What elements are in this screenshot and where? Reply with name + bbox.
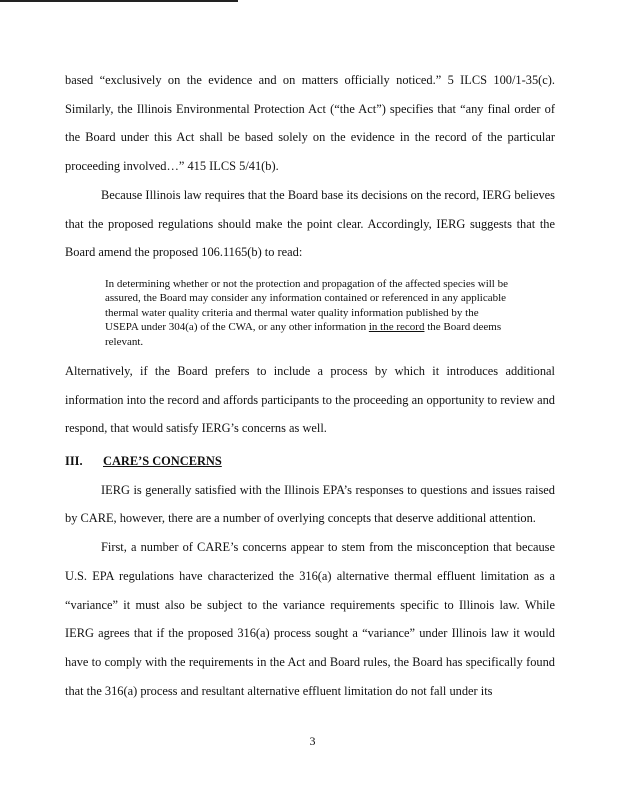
block-quote-proposed-text: [105, 277, 510, 349]
section-number: III.: [65, 454, 83, 469]
paragraph-legal-basis: based “exclusively on the evidence and on matters officially noticed.” 5 ILCS 100/1-35(c). Similarly, the Illinois Environmental Protection Act (“the Act”) specifies that “any final order of the Board under this Act shall be based solely on the evidence in the record of the particular proceeding involved…” 415 ILCS 5/41(b).: [65, 73, 555, 174]
top-edge-rule: [0, 0, 238, 2]
section-title: CARE’S CONCERNS: [103, 454, 222, 469]
paragraph-ierg-suggestion: Because Illinois law requires that the Board base its decisions on the record, IERG believes that the proposed regulations should make the point clear. Accordingly, IERG suggests that the Board amend the proposed 106.1165(b) to read:: [65, 187, 555, 260]
quote-underlined-phrase: in the record: [368, 321, 425, 334]
paragraph-care-general: IERG is generally satisfied with the Illinois EPA’s responses to questions and issues raised by CARE, however, there are a number of overlying concepts that deserve additional attention.: [65, 482, 555, 526]
paragraph-alternative: Alternatively, if the Board prefers to include a process by which it introduces additional information into the record and affords participants to the proceeding an opportunity to review and respond, that would satisfy IERG’s concerns as well.: [65, 363, 555, 436]
quote-text-start: In determining whether or not the protection and propagation of the affected species will be assured, the Board may consider any information contained or referenced in any applicable thermal water quality criteria and thermal water quality information published by the USEPA under 304(a) of the CWA, or any other information: [105, 277, 508, 334]
paragraph-care-misconception: First, a number of CARE’s concerns appear to stem from the misconception that because U.S. EPA regulations have characterized the 316(a) alternative thermal effluent limitation as a “variance” it must also be subject to the variance requirements specific to Illinois law. While IERG agrees that if the proposed 316(a) process sought a “variance” under Illinois law it would have to comply with the requirements in the Act and Board rules, the Board has specifically found that the 316(a) process and resultant alternative effluent limitation do not fall under its: [65, 540, 555, 698]
page-number: 3: [309, 734, 316, 748]
quote-text-end: the Board deems relevant.: [105, 321, 502, 348]
section-heading: [65, 447, 555, 476]
document-body: [65, 66, 555, 705]
